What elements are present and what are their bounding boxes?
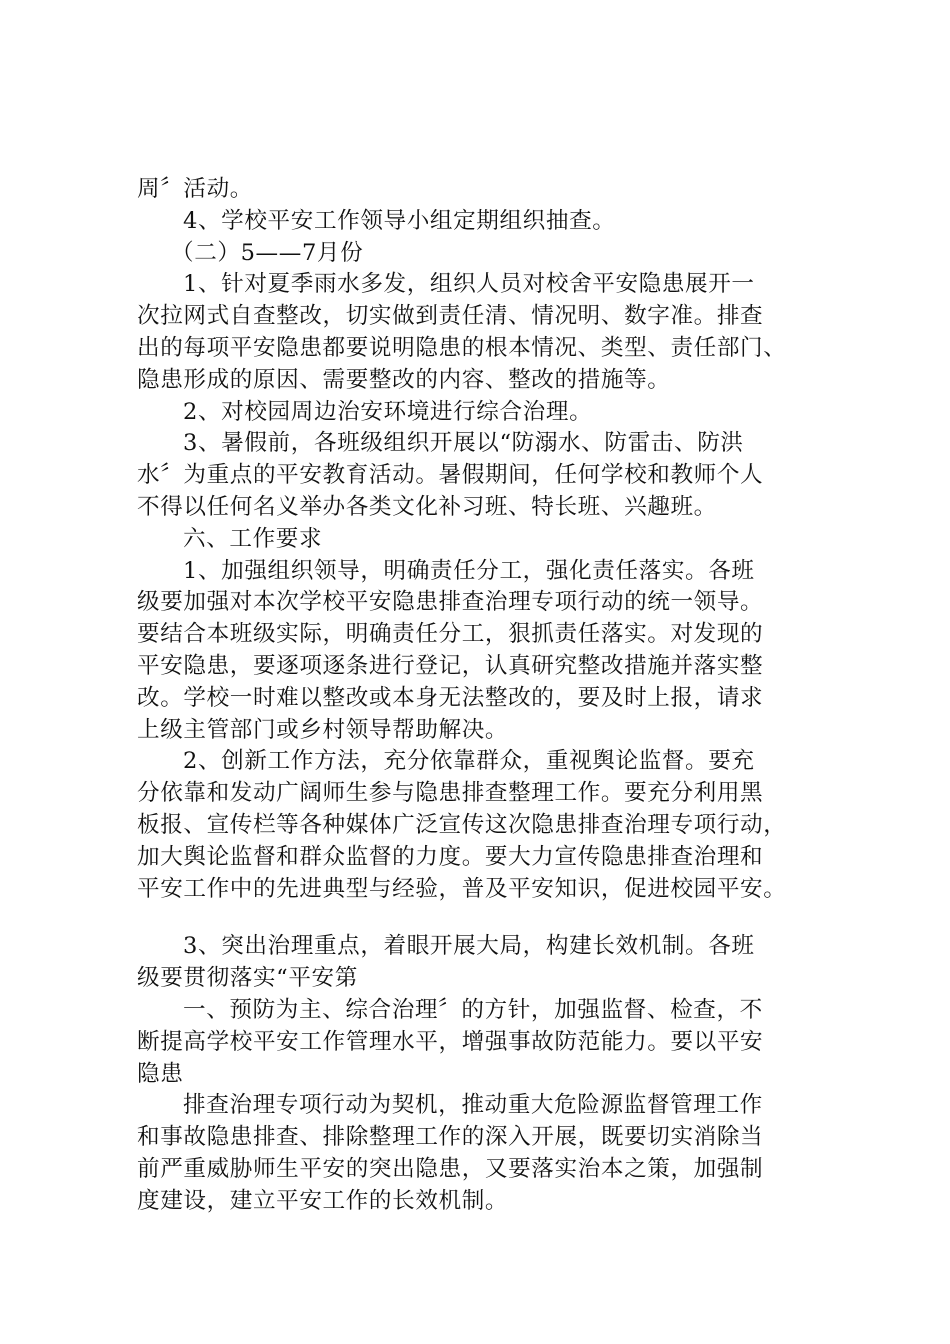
text-line: 2、对校园周边治安环境进行综合治理。 <box>183 398 593 425</box>
text-line: 隐患 <box>137 1060 184 1087</box>
section-heading: （二）5——7月份 <box>171 239 364 266</box>
text-line: 1、针对夏季雨水多发，组织人员对校舍平安隐患展开一 <box>183 271 755 298</box>
text-line: 2、创新工作方法，充分依靠群众，重视舆论监督。要充 <box>183 748 755 775</box>
text-line: 和事故隐患排查、排除整理工作的深入开展，既要切实消除当 <box>137 1124 764 1151</box>
text-line: 3、突出治理重点，着眼开展大局，构建长效机制。各班 <box>183 933 755 960</box>
text-line: 不得以任何名义举办各类文化补习班、特长班、兴趣班。 <box>137 493 717 520</box>
text-line: 平安工作中的先进典型与经验，普及平安知识，促进校园平安。 <box>137 875 787 902</box>
text-line: 分依靠和发动广阔师生参与隐患排查整理工作。要充分利用黑 <box>137 780 764 807</box>
text-line: 度建设，建立平安工作的长效机制。 <box>137 1187 509 1214</box>
text-line: 加大舆论监督和群众监督的力度。要大力宣传隐患排查治理和 <box>137 843 764 870</box>
text-line: 排查治理专项行动为契机，推动重大危险源监督管理工作 <box>183 1092 763 1119</box>
text-line: 前严重威胁师生平安的突出隐患，又要落实治本之策，加强制 <box>137 1155 764 1182</box>
text-line: 隐患形成的原因、需要整改的内容、整改的措施等。 <box>137 366 671 393</box>
text-line: 次拉网式自查整改，切实做到责任清、情况明、数字准。排查 <box>137 303 764 330</box>
text-line: 周〞活动。 <box>137 176 253 202</box>
text-line: 板报、宣传栏等各种媒体广泛宣传这次隐患排查治理专项行动， <box>137 811 787 838</box>
text-line: 级要贯彻落实“平安第 <box>137 965 358 992</box>
text-line: 断提高学校平安工作管理水平，增强事故防范能力。要以平安 <box>137 1028 764 1055</box>
text-line: 3、暑假前，各班级组织开展以“防溺水、防雷击、防洪 <box>183 430 744 457</box>
paragraph-gap <box>137 905 845 931</box>
document-body <box>137 174 845 1218</box>
text-line: 要结合本班级实际，明确责任分工，狠抓责任落实。对发现的 <box>137 621 764 648</box>
text-line: 级要加强对本次学校平安隐患排查治理专项行动的统一领导。 <box>137 589 764 616</box>
text-line: 平安隐患，要逐项逐条进行登记，认真研究整改措施并落实整 <box>137 652 764 679</box>
text-line: 1、加强组织领导，明确责任分工，强化责任落实。各班 <box>183 557 755 584</box>
text-line: 改。学校一时难以整改或本身无法整改的，要及时上报，请求 <box>137 684 764 711</box>
text-line: 一、预防为主、综合治理〞的方针，加强监督、检查，不 <box>183 996 763 1023</box>
text-line: 4、学校平安工作领导小组定期组织抽查。 <box>183 207 616 234</box>
section-heading: 六、工作要求 <box>183 525 323 552</box>
text-line: 出的每项平安隐患都要说明隐患的根本情况、类型、责任部门、 <box>137 334 787 361</box>
text-line: 上级主管部门或乡村领导帮助解决。 <box>137 716 509 743</box>
text-line: 水〞为重点的平安教育活动。暑假期间，任何学校和教师个人 <box>137 462 764 489</box>
